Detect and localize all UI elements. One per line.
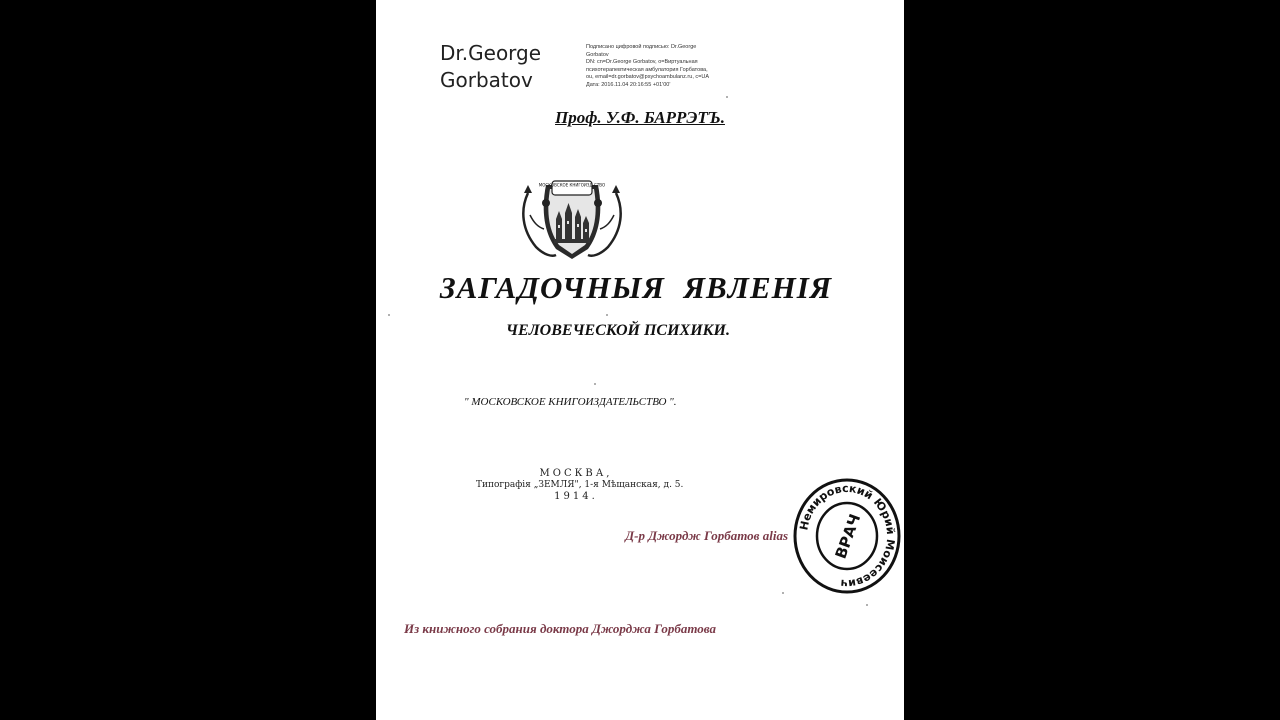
signature-detail-line: психотерапевтическая амбулатория Горбатова, [586,66,708,73]
alias-annotation: Д-р Джордж Горбатов alias [625,528,788,543]
book-subtitle: ЧЕЛОВЕЧЕСКОЙ ПСИХИКИ. [506,322,730,339]
signature-detail-line: Gorbatov [586,51,609,58]
scan-speck [388,314,390,316]
signature-detail-line: Дата: 2016.11.04 20:16:55 +01'00' [586,81,671,88]
signature-detail-line: ou, email=dr.gorbatov@psychoambulanz.ru, c=UA [586,74,709,80]
book-title: ЗАГАДОЧНЫЯ ЯВЛЕНІЯ [439,270,833,305]
signature-detail-line: DN: cn=Dr.George Gorbatov, o=Виртуальная [586,59,698,65]
emblem-banner-text: МОСКОВСКОЕ КНИГОИЗД-СТВО [538,182,606,188]
scan-speck [606,314,608,316]
signature-name-line1: Dr.George [440,41,542,65]
publisher-emblem-icon [516,175,628,265]
book-title-page [376,0,904,720]
stamp-center-text: ВРАЧ [831,511,865,562]
imprint-press: Типографія „ЗЕМЛЯ", 1-я Мѣщанская, д. 5. [476,480,684,490]
digital-signature-name [440,40,541,94]
signature-name-line2: Gorbatov [440,68,533,92]
imprint-year: 1914. [554,491,598,502]
book-author: Проф. У.Ф. БАРРЭТЪ. [555,108,725,127]
imprint-city: МОСКВА, [539,468,613,479]
scan-speck [726,96,728,98]
scan-speck [594,383,596,385]
digital-signature-details [586,44,736,89]
collection-annotation: Из книжного собрания доктора Джорджа Горбатова [404,621,716,636]
publisher-name: " МОСКОВСКОЕ КНИГОИЗДАТЕЛЬСТВО ". [464,396,677,408]
imprint [476,468,684,503]
stamp-ring-text: Немировский Юрий Моисеевич [797,481,898,591]
scan-speck [782,592,784,594]
signature-detail-line: Подписано цифровой подписью: Dr.George [586,44,697,50]
doctor-stamp-icon [792,476,902,596]
scan-speck [866,604,868,606]
